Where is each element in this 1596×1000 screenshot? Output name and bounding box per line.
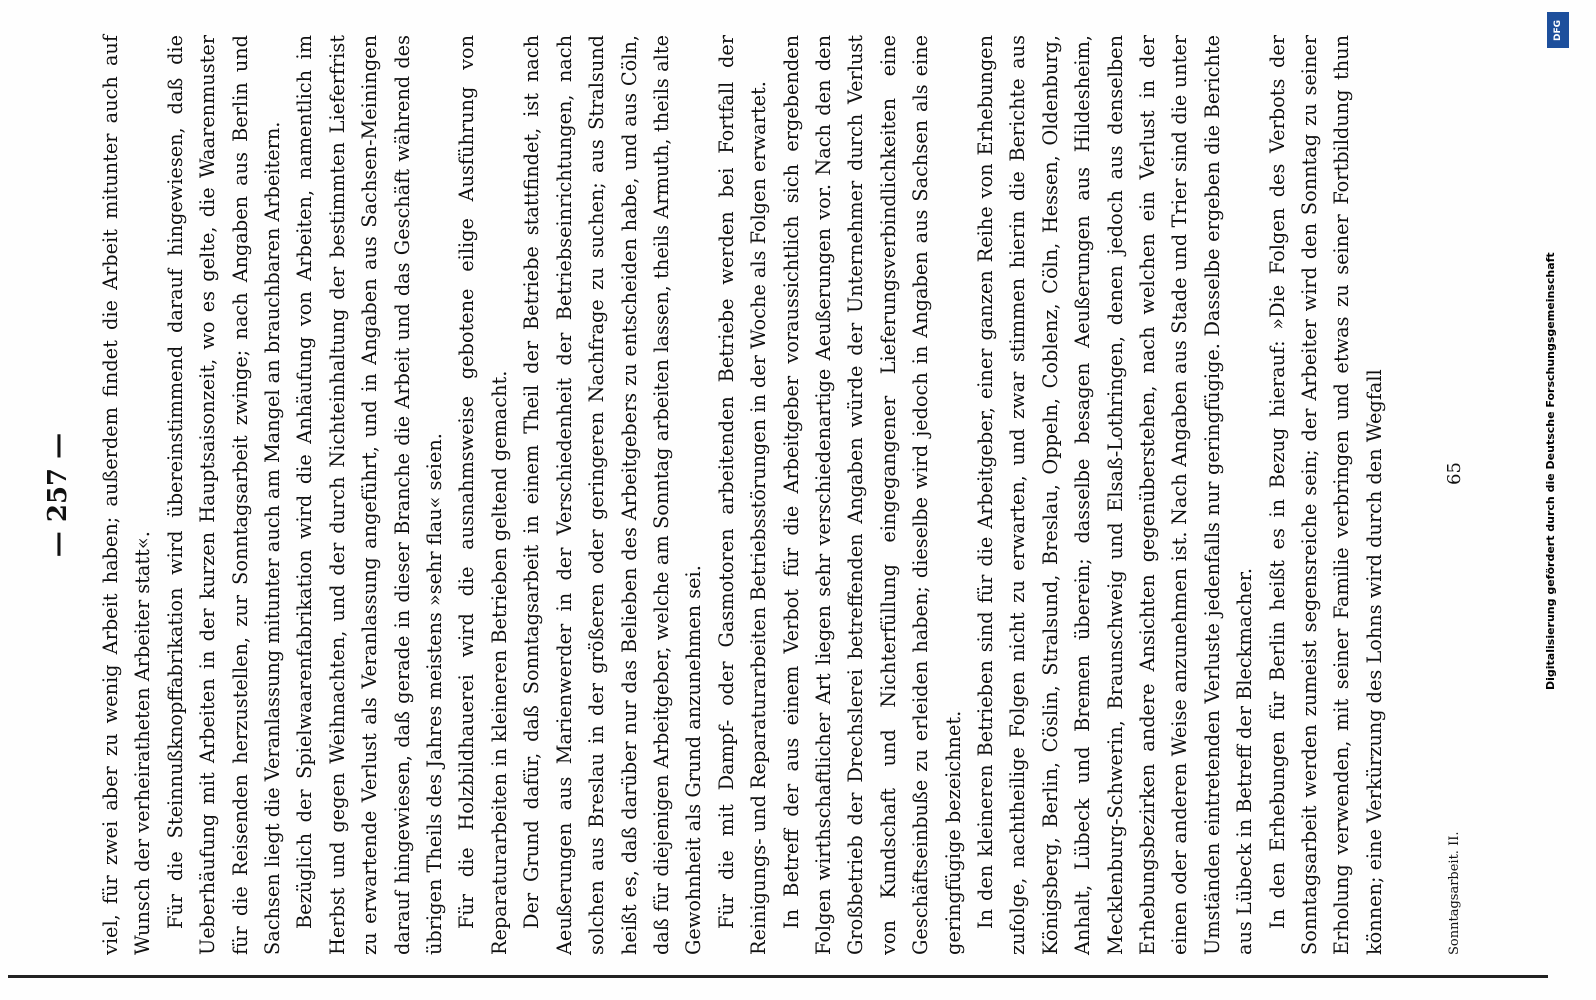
- paragraph: viel, für zwei aber zu wenig Arbeit haben; außerdem findet die Arbeit mitunter auch auf Wunsch der verheiratheten Arbeiter statt«.: [99, 35, 155, 955]
- page-footer: [1440, 35, 1470, 955]
- paragraph: Für die Steinnußknopffabrikation wird übereinstimmend darauf hingewiesen, daß die Ueberhäufung mit Arbeiten in der kurzen Hauptsaisonzeit, wo es gelte, die Waarenmuster für die Reisenden herzustellen, zur Sonntagsarbeit zwinge; nach Angaben aus Berlin und Sachsen liegt die Veranlassung mitunter auch am Mangel an brauchbaren Arbeitern.: [163, 35, 285, 955]
- paragraph: In den Erhebungen für Berlin heißt es in Bezug hierauf: »Die Folgen des Verbots der Sonntagsarbeit werden zumeist segensreiche sein; der Arbeiter wird den Sonntag zu seiner Erholung verwenden, mit seiner Familie verbringen und etwas zu seiner Fortbildung thun können; eine Verkürzung des Lohns wird durch den Wegfall: [1265, 35, 1386, 955]
- credit-text: Digitalisierung gefördert durch die Deutsche Forschungsgemeinschaft: [1544, 252, 1557, 690]
- signature-mark: Sonntagsarbeit. II.: [1447, 831, 1462, 955]
- paragraph: Für die Holzbildhauerei wird die ausnahmsweise gebotene eilige Ausführung von Reparaturarbeiten in kleineren Betrieben geltend gemacht.: [455, 35, 511, 955]
- paragraph: In den kleineren Betrieben sind für die Arbeitgeber, einer ganzen Reihe von Erhebungen zufolge, nachtheilige Folgen nicht zu erwarten, und zwar stimmen hierin die Berichte aus Königsberg, Berlin, Cöslin, Stralsund, Breslau, Oppeln, Coblenz, Cöln, Hessen, Oldenburg, Anhalt, Lübeck und Bremen überein; dasselbe besagen Aeußerungen aus Hildesheim, Mecklenburg-Schwerin, Braunschweig und Elsaß-Lothringen, denen jedoch aus denselben Erhebungsbezirken andere Ansichten gegenüberstehen, nach welchen ein Verlust in der einen oder anderen Weise anzunehmen ist. Nach Angaben aus Stade und Trier sind die unter Umständen eintretenden Verluste jedenfalls nur geringfügige. Dasselbe ergeben die Berichte aus Lübeck in Betreff der Bleckmacher.: [973, 35, 1257, 955]
- sheet-number: 65: [1444, 462, 1465, 485]
- dfg-logo: DFG: [1547, 12, 1569, 48]
- paragraph: Für die mit Dampf- oder Gasmotoren arbeitenden Betriebe werden bei Fortfall der Reinigungs- und Reparaturarbeiten Betriebsstörungen in der Woche als Folgen erwartet.: [714, 35, 771, 955]
- rotated-text-block: [40, 35, 1480, 955]
- paragraph: Der Grund dafür, daß Sonntagsarbeit in einem Theil der Betriebe stattfindet, ist nach Aeußerungen aus Marienwerder in der Verschiedenheit der Betriebseinrichtungen, nach solchen aus Breslau in der größeren oder geringeren Nachfrage zu suchen; aus Stralsund heißt es, daß darüber nur das Belieben des Arbeitgebers zu entscheiden habe, und aus Cöln, daß für diejenigen Arbeitgeber, welche am Sonntag arbeiten lassen, theils Armuth, theils alte Gewohnheit als Grund anzunehmen sei.: [520, 35, 706, 955]
- page-number: — 257 —: [43, 432, 73, 558]
- paragraph: In Betreff der aus einem Verbot für die Arbeitgeber voraussichtlich sich ergebenden Folgen wirthschaftlicher Art liegen sehr verschiedenartige Aeußerungen vor. Nach den den Großbetrieb der Drechslerei betreffenden Angaben würde der Unternehmer durch Verlust von Kundschaft und Nichterfüllung eingegangener Lieferungsverbindlichkeiten eine Geschäftseinbuße zu erleiden haben; dieselbe wird jedoch in Angaben aus Sachsen als eine geringfügige bezeichnet.: [779, 35, 965, 955]
- page-edge-rule: [8, 975, 1548, 978]
- digitization-credit: [1540, 0, 1596, 1000]
- paragraph: Bezüglich der Spielwaarenfabrikation wird die Anhäufung von Arbeiten, namentlich im Herbst und gegen Weihnachten, und der durch Nichteinhaltung der bestimmten Lieferfrist zu erwartende Verlust als Veranlassung angeführt, und in Angaben aus Sachsen-Meiningen darauf hingewiesen, daß gerade in dieser Branche die Arbeit und das Geschäft während des übrigen Theils des Jahres meistens »sehr flau« seien.: [293, 35, 447, 955]
- body-text: [95, 35, 1391, 955]
